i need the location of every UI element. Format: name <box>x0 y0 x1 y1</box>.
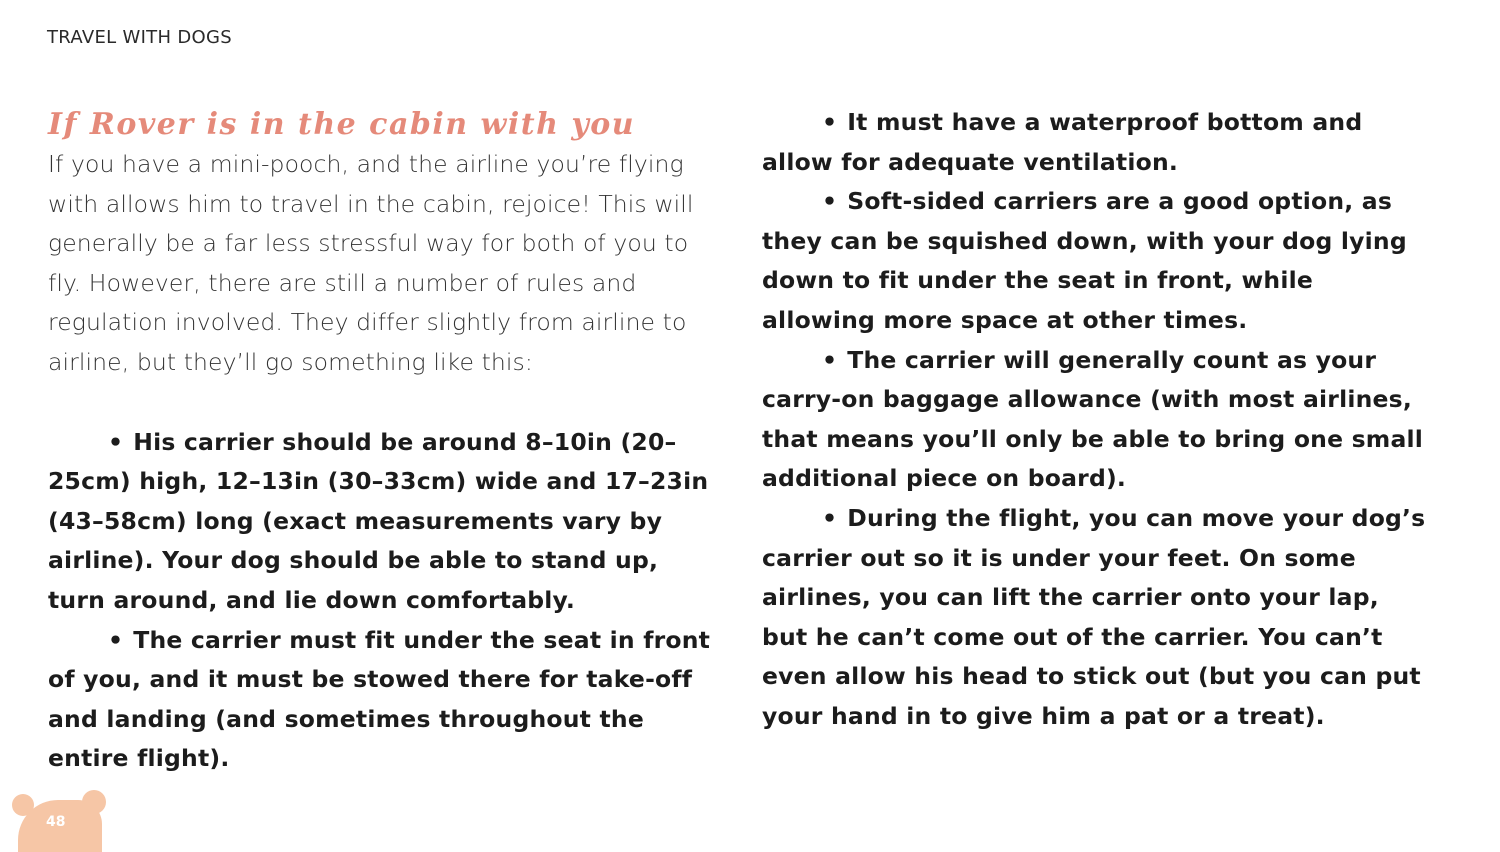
bullet-item <box>762 341 1430 499</box>
bullet-text: Soft-sided carriers are a good option, as they can be squished down, with your dog lying down to fit under the seat in front, while allowing more space at other times. <box>762 187 1407 334</box>
bullet-icon: • <box>822 187 838 216</box>
bullet-item <box>762 182 1430 340</box>
bullet-item <box>762 499 1430 737</box>
left-bullet-list <box>48 423 713 779</box>
section-subheading: If Rover is in the cabin with you <box>48 107 636 142</box>
bullet-text: The carrier will generally count as your carry-on baggage allowance (with most airlines, that means you’ll only be able to bring one small additional piece on board). <box>762 345 1424 493</box>
intro-paragraph: If you have a mini-pooch, and the airline you’re flying with allows him to travel in the cabin, rejoice! This will generally be a far less stressful way for both of you to fly. However, there are still a number of rules and regulation involved. They differ slightly from airline to airline, but they’ll go something like this: <box>48 150 694 376</box>
bullet-icon: • <box>822 108 838 136</box>
running-head: TRAVEL WITH DOGS <box>47 27 232 48</box>
bullet-icon: • <box>822 345 838 374</box>
bullet-item <box>48 423 713 621</box>
bullet-icon: • <box>822 503 838 532</box>
bullet-text: It must have a waterproof bottom and allow for adequate ventilation. <box>762 108 1363 176</box>
page-number: 48 <box>46 814 66 830</box>
bullet-text: His carrier should be around 8–10in (20–25cm) high, 12–13in (30–33cm) wide and 17–23in (43–58cm) long (exact measurements vary by airline). Your dog should be able to stand up, turn around, and lie down comfortably. <box>48 427 709 614</box>
bullet-icon: • <box>108 427 124 456</box>
bullet-item <box>762 103 1430 182</box>
bullet-icon: • <box>108 625 124 654</box>
page-number-tab <box>18 800 102 852</box>
bullet-text: During the flight, you can move your dog’s carrier out so it is under your feet. On some airlines, you can lift the carrier onto your lap, but he can’t come out of the carrier. You can’t even allow his head to stick out (but you can put your hand in to give him a pat or a treat). <box>762 503 1426 730</box>
left-column <box>48 103 713 779</box>
bullet-item <box>48 621 713 779</box>
right-column <box>762 103 1430 737</box>
right-bullet-list <box>762 103 1430 737</box>
bullet-text: The carrier must fit under the seat in front of you, and it must be stowed there for take-off and landing (and sometimes throughout the entire flight). <box>48 625 711 773</box>
